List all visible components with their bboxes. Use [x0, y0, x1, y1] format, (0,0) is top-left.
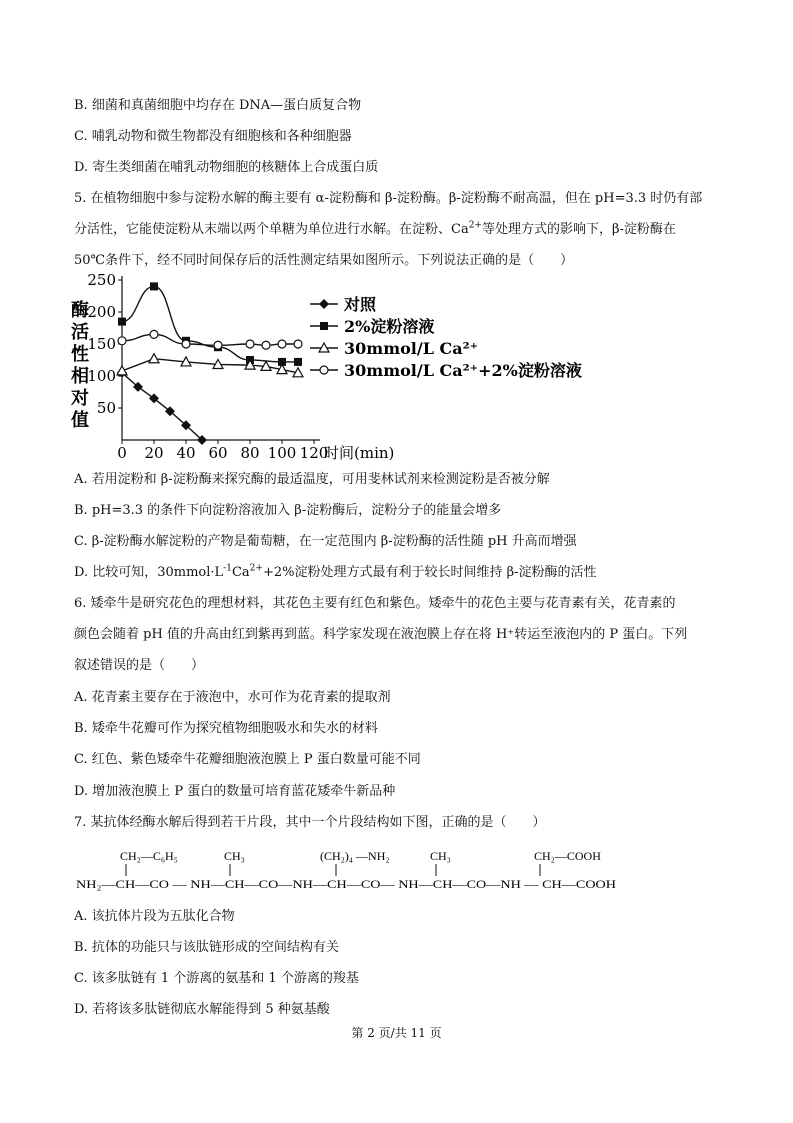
data-point	[182, 340, 190, 348]
y-axis-label-char: 活	[71, 322, 89, 343]
q5-option-b: B. pH=3.3 的条件下向淀粉溶液加入 β-淀粉酶后，淀粉分子的能量会增多	[74, 503, 502, 518]
q5-stem-line-2	[74, 221, 676, 239]
y-tick-label: 250	[87, 271, 116, 289]
y-axis-label	[70, 299, 89, 431]
y-tick-label: 100	[87, 367, 116, 385]
chart-plot-area	[117, 282, 303, 445]
q5-stem-line-1: 5. 在植物细胞中参与淀粉水解的酶主要有 α-淀粉酶和 β-淀粉酶。β-淀粉酶不耐高温，但在 pH=3.3 时仍有部	[74, 191, 703, 206]
q5-option-a: A. 若用淀粉和 β-淀粉酶来探究酶的最适温度，可用斐林试剂来检测淀粉是否被分解	[74, 472, 550, 487]
legend-label: 30mmol/L Ca²⁺+2%淀粉溶液	[344, 361, 582, 380]
data-point	[294, 358, 302, 366]
q7-stem: 7. 某抗体经酶水解后得到若干片段，其中一个片段结构如下图，正确的是（ ）	[74, 815, 546, 830]
peptide-structure-diagram	[74, 846, 634, 898]
q5-stem-line-3: 50℃条件下，经不同时间保存后的活性测定结果如图所示。下列说法正确的是（ ）	[74, 253, 574, 268]
y-axis-label-char: 性	[71, 344, 89, 365]
data-point	[117, 366, 127, 375]
data-point	[278, 340, 286, 348]
q6-stem-line-3: 叙述错误的是（ ）	[74, 658, 205, 673]
data-point	[118, 318, 126, 326]
side-chain-1: CH₂—C₆H₅	[120, 849, 178, 863]
x-tick-label: 80	[240, 444, 260, 460]
q6-option-d: D. 增加液泡膜上 P 蛋白的数量可培育蓝花矮牵牛新品种	[74, 784, 396, 799]
q5-option-d-a: D. 比较可知，30mmol·L	[74, 565, 224, 580]
series-line	[122, 373, 202, 440]
x-tick-label: 100	[267, 444, 297, 460]
series-line	[122, 334, 298, 345]
y-axis-label-char: 相	[71, 366, 89, 387]
chart-legend	[310, 295, 582, 380]
legend-marker	[320, 366, 328, 374]
data-point	[294, 340, 302, 348]
q5-stem-2a: 分活性，它能使淀粉从末端以两个单糖为单位进行水解。在淀粉、Ca	[74, 222, 469, 237]
series-3	[117, 354, 303, 377]
q7-option-a: A. 该抗体片段为五肽化合物	[74, 909, 235, 924]
data-point	[214, 341, 222, 349]
q6-option-c: C. 红色、紫色矮牵牛花瓣细胞液泡膜上 P 蛋白数量可能不同	[74, 752, 421, 767]
q7-option-d: D. 若将该多肽链彻底水解能得到 5 种氨基酸	[74, 1002, 330, 1017]
x-tick-label: 120	[299, 444, 329, 460]
series-2	[118, 282, 302, 366]
y-tick-label: 50	[96, 399, 116, 417]
q5-option-c: C. β-淀粉酶水解淀粉的产物是葡萄糖，在一定范围内 β-淀粉酶的活性随 pH 升高而增强	[74, 534, 577, 549]
legend-marker	[319, 299, 329, 309]
enzyme-activity-chart	[60, 270, 600, 460]
q6-stem-line-1: 6. 矮牵牛是研究花色的理想材料，其花色主要有红色和紫色。矮牵牛的花色主要与花青素有关，花青素的	[74, 596, 676, 611]
data-point	[150, 282, 158, 290]
y-tick-label: 150	[87, 335, 116, 353]
q5-option-d-c: +2%淀粉处理方式最有利于较长时间维持 β-淀粉酶的活性	[262, 565, 597, 580]
series-line	[122, 286, 298, 362]
q5-option-d-sup1: -1	[223, 563, 232, 574]
y-axis-label-char: 值	[71, 410, 89, 431]
x-tick-label: 20	[144, 444, 164, 460]
q7-option-b: B. 抗体的功能只与该肽链形成的空间结构有关	[74, 940, 339, 955]
x-axis-label: 时间(min)	[324, 444, 395, 460]
side-chain-4: CH₃	[430, 849, 451, 863]
y-tick-label: 200	[87, 303, 116, 321]
y-axis-label-char: 酶	[71, 300, 89, 321]
q4-option-c: C. 哺乳动物和微生物都没有细胞核和各种细胞器	[74, 129, 352, 144]
page-footer: 第 2 页/共 11 页	[351, 1026, 442, 1040]
q6-stem-line-2: 颜色会随着 pH 值的升高由红到紫再到蓝。科学家发现在液泡膜上存在将 H⁺转运至液泡内的 P 蛋白。下列	[74, 627, 688, 642]
series-1	[117, 368, 207, 445]
q4-option-d: D. 寄生类细菌在哺乳动物细胞的核糖体上合成蛋白质	[74, 160, 379, 175]
side-chain-3: (CH₂)₄ —NH₂	[320, 849, 390, 863]
data-point	[150, 330, 158, 338]
data-point	[246, 340, 254, 348]
x-tick-label: 60	[208, 444, 228, 460]
peptide-backbone: NH₂—CH—CO — NH—CH—CO—NH—CH—CO— NH—CH—CO—NH — CH—COOH	[76, 877, 617, 891]
x-tick-label: 40	[176, 444, 196, 460]
y-axis-label-char: 对	[71, 388, 89, 409]
q6-option-b: B. 矮牵牛花瓣可作为探究植物细胞吸水和失水的材料	[74, 721, 378, 736]
q5-option-d-b: Ca	[231, 565, 250, 580]
q4-option-b: B. 细菌和真菌细胞中均存在 DNA—蛋白质复合物	[74, 98, 362, 113]
q6-option-a: A. 花青素主要存在于液泡中，水可作为花青素的提取剂	[74, 690, 391, 705]
q5-stem-2-sup: 2+	[468, 220, 482, 231]
side-chain-2: CH₃	[224, 849, 245, 863]
x-tick-label: 0	[117, 444, 127, 460]
legend-marker	[320, 322, 328, 330]
q5-option-d	[74, 564, 597, 582]
legend-label: 对照	[344, 295, 377, 314]
side-chain-5: CH₂—COOH	[534, 849, 601, 863]
q5-option-d-sup2: 2+	[249, 563, 263, 574]
q7-option-c: C. 该多肽链有 1 个游离的氨基和 1 个游离的羧基	[74, 971, 359, 986]
legend-label: 30mmol/L Ca²⁺	[344, 339, 479, 358]
data-point	[149, 354, 159, 363]
data-point	[262, 341, 270, 349]
data-point	[118, 337, 126, 345]
legend-label: 2%淀粉溶液	[344, 317, 435, 336]
q5-stem-2b: 等处理方式的影响下，β-淀粉酶在	[481, 222, 676, 237]
